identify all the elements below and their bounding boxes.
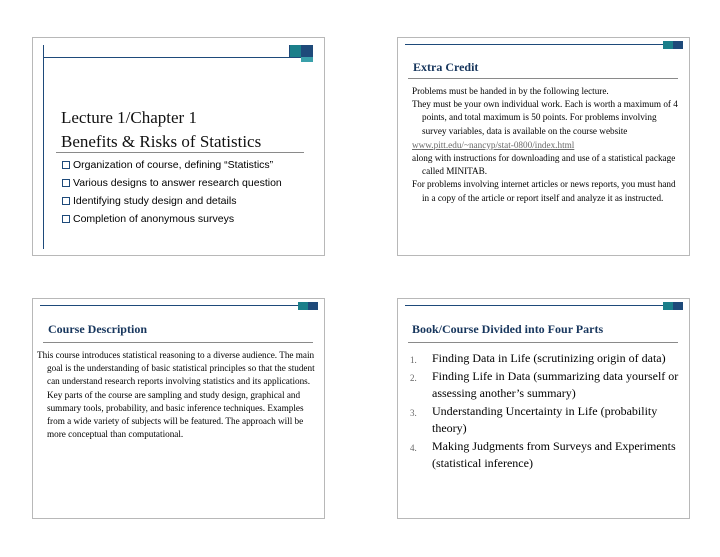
square-bullet-icon	[62, 215, 70, 223]
slide-decoration	[673, 41, 683, 49]
slide-title: Book/Course Divided into Four Parts	[412, 322, 604, 336]
paragraph: This course introduces statistical reasoning to a diverse audience. The main goal is the understanding of basic statistical principles so that the student can understand research reports involving statistics and its applications. Key parts of the course are sampling and study design, graphical and summary tools, probability, and basic inference techniques. Examples from a wide variety of subjects will be featured. The approach will be more conceptual than computational.	[37, 350, 315, 440]
square-bullet-icon	[62, 179, 70, 187]
title-line-1: Lecture 1/Chapter 1	[61, 108, 197, 127]
slide-divider	[408, 78, 678, 79]
square-bullet-icon	[62, 161, 70, 169]
list-item: 4. Making Judgments from Surveys and Experiments (statistical inference)	[410, 439, 676, 470]
slide-decoration	[308, 302, 318, 310]
list-item: Completion of anonymous surveys	[62, 210, 282, 228]
slide-1	[32, 37, 325, 256]
title-line-2: Benefits & Risks of Statistics	[61, 132, 262, 151]
paragraph: along with instructions for downloading and use of a statistical package called MINITAB.	[412, 153, 676, 177]
slide-divider	[289, 45, 290, 57]
paragraph: For problems involving internet articles or news reports, you must hand in a copy of the article or report itself and analyze it as instructed.	[412, 179, 676, 203]
list-item: 2. Finding Life in Data (summarizing data yourself or assessing another’s summary)	[410, 369, 679, 400]
slide-divider	[43, 342, 313, 343]
course-website-link[interactable]: www.pitt.edu/~nancyp/stat-0800/index.html	[412, 139, 575, 150]
slide-decoration	[663, 302, 673, 310]
numbered-list	[410, 350, 689, 473]
slide-body	[412, 85, 680, 205]
slide-divider	[43, 57, 301, 58]
slide-title: Course Description	[48, 322, 147, 336]
slide-2	[397, 37, 690, 256]
slide-decoration	[673, 302, 683, 310]
slide-decoration	[301, 45, 313, 57]
slide-divider	[43, 45, 44, 249]
slide-divider	[405, 305, 663, 306]
slide-divider	[40, 305, 298, 306]
list-item: Identifying study design and details	[62, 192, 282, 210]
slide-title: Extra Credit	[413, 60, 479, 74]
slide-decoration	[298, 302, 308, 310]
slide-3	[32, 298, 325, 519]
slide-body	[37, 349, 315, 441]
slide-divider	[405, 44, 663, 45]
slide-title	[61, 106, 261, 154]
list-item: 1. Finding Data in Life (scrutinizing origin of data)	[410, 351, 666, 365]
slide-4	[397, 298, 690, 519]
list-item: Organization of course, defining “Statistics”	[62, 156, 282, 174]
list-item: 3. Understanding Uncertainty in Life (probability theory)	[410, 404, 658, 435]
square-bullet-icon	[62, 197, 70, 205]
slide-decoration	[663, 41, 673, 49]
list-item: Various designs to answer research question	[62, 174, 282, 192]
slide-decoration	[289, 45, 301, 57]
slide-divider	[408, 342, 678, 343]
paragraph: Problems must be handed in by the following lecture.	[412, 86, 609, 96]
bullet-list	[62, 156, 282, 228]
paragraph: They must be your own individual work. Each is worth a maximum of 4 points, and total maximum is 50 points. For problems involving survey variables, data is available on the course website	[412, 99, 678, 136]
slide-decoration	[301, 57, 313, 62]
